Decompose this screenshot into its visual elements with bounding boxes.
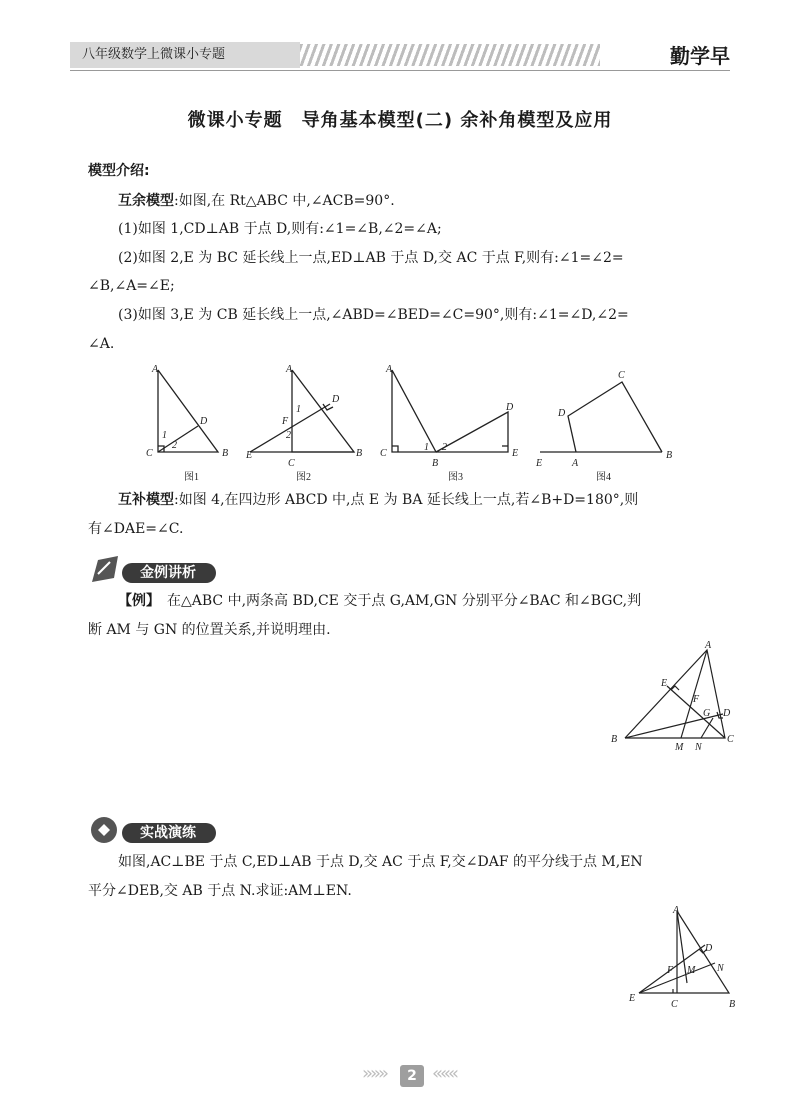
ex-label-a: A xyxy=(705,640,712,651)
fig1-label-c: C xyxy=(146,448,153,459)
header-series-tab: 八年级数学上微课小专题 xyxy=(70,42,300,68)
item3-line2: ∠A. xyxy=(88,336,115,352)
fig2-label-e: E xyxy=(246,450,253,461)
fig4-label-b: B xyxy=(666,450,673,461)
example-banner xyxy=(88,560,248,586)
ex-label-n: N xyxy=(695,742,702,753)
figure-2-diagram xyxy=(250,370,354,452)
fig1-label-b: B xyxy=(222,448,229,459)
figure-1-diagram xyxy=(158,370,218,452)
fig1-label-2: 2 xyxy=(172,440,177,451)
fig3-label-2: 2 xyxy=(442,442,447,453)
fig4-caption: 图4 xyxy=(596,472,611,483)
pr-label-c: C xyxy=(671,999,678,1010)
ex-label-c: C xyxy=(727,734,734,745)
supplement-line1 xyxy=(118,491,638,509)
ex-label-f: F xyxy=(693,694,700,705)
fig2-label-f: F xyxy=(282,416,289,427)
fig1-label-a: A xyxy=(152,364,159,375)
fig3-label-b: B xyxy=(432,458,439,469)
fig2-label-c: C xyxy=(288,458,295,469)
pr-label-m: M xyxy=(687,965,696,976)
ex-label-d: D xyxy=(723,708,731,719)
ex-label-b: B xyxy=(611,734,618,745)
fig3-label-c: C xyxy=(380,448,387,459)
supplement-label: 互补模型 xyxy=(118,492,174,508)
footer-left-arrows: »»» xyxy=(362,1063,387,1084)
pr-label-n: N xyxy=(717,963,724,974)
example-line2: 断 AM 与 GN 的位置关系,并说明理由. xyxy=(88,622,331,638)
practice-icon xyxy=(88,812,124,848)
pr-label-d: D xyxy=(705,943,713,954)
header-brand: 勤学早 xyxy=(670,44,730,68)
pencil-icon xyxy=(88,552,124,588)
fig4-label-c: C xyxy=(618,370,625,381)
example-text: 在△ABC 中,两条高 BD,CE 交于点 G,AM,GN 分别平分∠BAC 和∠BGC,判 xyxy=(153,593,642,609)
pr-label-a: A xyxy=(673,905,680,916)
pr-label-f: F xyxy=(667,965,674,976)
example-line1 xyxy=(118,592,641,610)
example-banner-label: 金例讲析 xyxy=(122,563,216,583)
supplement-text: :如图 4,在四边形 ABCD 中,点 E 为 BA 延长线上一点,若∠B+D=180°,则 xyxy=(174,492,639,508)
example-figure xyxy=(605,640,755,755)
fig2-caption: 图2 xyxy=(296,472,311,483)
figure-3-diagram xyxy=(392,370,508,452)
footer-right-arrows: ««« xyxy=(432,1063,457,1084)
fig3-caption: 图3 xyxy=(448,472,463,483)
example-tag: 【例】 xyxy=(118,593,153,609)
complement-label: 互余模型 xyxy=(118,193,174,209)
fig4-label-a: A xyxy=(572,458,579,469)
fig3-label-1: 1 xyxy=(424,442,429,453)
supplement-line2: 有∠DAE=∠C. xyxy=(88,521,184,537)
fig2-label-b: B xyxy=(356,448,363,459)
fig3-label-d: D xyxy=(506,402,514,413)
ex-label-e: E xyxy=(661,678,668,689)
fig1-label-1: 1 xyxy=(162,430,167,441)
item3-line1: (3)如图 3,E 为 CB 延长线上一点,∠ABD=∠BED=∠C=90°,则有:∠1=∠D,∠2= xyxy=(118,307,629,323)
complement-paragraph xyxy=(118,192,395,210)
model-figures xyxy=(140,360,700,485)
item2-line2: ∠B,∠A=∠E; xyxy=(88,278,175,294)
fig4-label-e: E xyxy=(536,458,543,469)
practice-banner xyxy=(88,820,248,846)
page-number: 2 xyxy=(400,1065,424,1087)
pr-label-e: E xyxy=(629,993,636,1004)
header-stripes xyxy=(300,44,600,66)
ex-label-m: M xyxy=(675,742,684,753)
intro-heading: 模型介绍: xyxy=(88,163,150,179)
complement-text: :如图,在 Rt△ABC 中,∠ACB=90°. xyxy=(174,193,395,209)
fig3-label-e: E xyxy=(512,448,519,459)
item1-text: (1)如图 1,CD⊥AB 于点 D,则有:∠1=∠B,∠2=∠A; xyxy=(118,221,442,237)
practice-line1: 如图,AC⊥BE 于点 C,ED⊥AB 于点 D,交 AC 于点 F,交∠DAF 的平分线于点 M,EN xyxy=(118,854,643,870)
item2-line1: (2)如图 2,E 为 BC 延长线上一点,ED⊥AB 于点 D,交 AC 于点 F,则有:∠1=∠2= xyxy=(118,250,624,266)
practice-banner-label: 实战演练 xyxy=(122,823,216,843)
practice-figure xyxy=(625,905,745,1013)
ex-label-g: G xyxy=(703,708,711,719)
fig2-label-2: 2 xyxy=(286,430,291,441)
page-title: 微课小专题 导角基本模型(二) 余补角模型及应用 xyxy=(187,110,613,131)
fig1-label-d: D xyxy=(200,416,208,427)
fig4-label-d: D xyxy=(558,408,566,419)
fig3-label-a: A xyxy=(386,364,393,375)
practice-line2: 平分∠DEB,交 AB 于点 N.求证:AM⊥EN. xyxy=(88,883,352,899)
fig2-label-a: A xyxy=(286,364,293,375)
fig2-label-1: 1 xyxy=(296,404,301,415)
pr-label-b: B xyxy=(729,999,736,1010)
fig1-caption: 图1 xyxy=(184,472,199,483)
fig2-label-d: D xyxy=(332,394,340,405)
